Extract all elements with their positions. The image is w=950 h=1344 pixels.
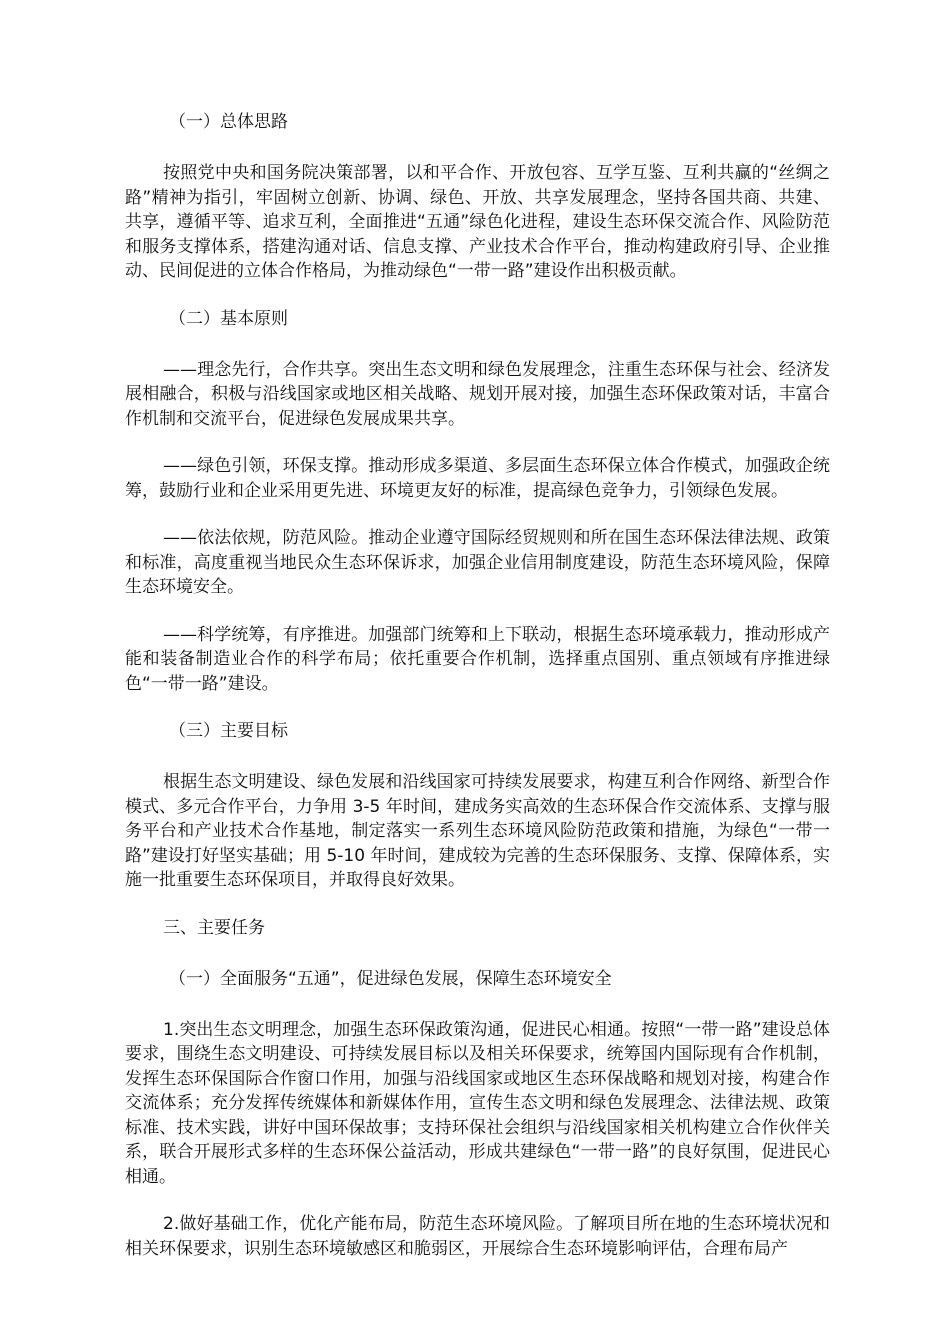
section-heading-overall-approach: （一）总体思路 <box>169 112 288 132</box>
document-page <box>125 110 830 1261</box>
chapter-heading-main-tasks: 三、主要任务 <box>163 917 265 938</box>
section-heading-five-links: （一）全面服务“五通”，促进绿色发展，保障生态环境安全 <box>169 968 612 989</box>
paragraph-task-2: 2.做好基础工作，优化产能布局，防范生态环境风险。了解项目所在地的生态环境状况和相关环保要求，识别生态环境敏感区和脆弱区，开展综合生态环境影响评估，合理布局产 <box>125 1214 830 1259</box>
paragraph-main-goals: 根据生态文明建设、绿色发展和沿线国家可持续发展要求，构建互利合作网络、新型合作模式、多元合作平台，力争用 3-5 年时间，建成务实高效的生态环保合作交流体系、支撑与服务平台和产业技术合作基地，制定落实一系列生态环境风险防范政策和措施，为绿色“一带一路”建设打好坚实基础；用 5-10 年时间，建成较为完善的生态环保服务、支撑、保障体系，实施一批重要生态环保项目，并取得良好效果。 <box>125 772 830 890</box>
paragraph-task-1: 1.突出生态文明理念，加强生态环保政策沟通，促进民心相通。按照“一带一路”建设总体要求，围绕生态文明建设、可持续发展目标以及相关环保要求，统筹国内国际现有合作机制，发挥生态环保国际合作窗口作用，加强与沿线国家或地区生态环保战略和规划对接，构建合作交流体系；充分发挥传统媒体和新媒体作用，宣传生态文明和绿色发展理念、法律法规、政策标准、技术实践，讲好中国环保故事；支持环保社会组织与沿线国家相关机构建立合作伙伴关系，联合开展形式多样的生态环保公益活动，形成共建绿色“一带一路”的良好氛围，促进民心相通。 <box>125 1019 830 1187</box>
paragraph-principle-scientific: ——科学统筹，有序推进。加强部门统筹和上下联动，根据生态环境承载力，推动形成产能和装备制造业合作的科学布局；依托重要合作机制，选择重点国别、重点领域有序推进绿色“一带一路”建设。 <box>125 624 830 694</box>
paragraph-principle-concept-first: ——理念先行，合作共享。突出生态文明和绿色发展理念，注重生态环保与社会、经济发展相融合，积极与沿线国家或地区相关战略、规划开展对接，加强生态环保政策对话，丰富合作机制和交流平台，促进绿色发展成果共享。 <box>125 359 830 429</box>
paragraph-overall-approach: 按照党中央和国务院决策部署，以和平合作、开放包容、互学互鉴、互利共赢的“丝绸之路”精神为指引，牢固树立创新、协调、绿色、开放、共享发展理念，坚持各国共商、共建、共享，遵循平等、追求互利，全面推进“五通”绿色化进程，建设生态环保交流合作、风险防范和服务支撑体系，搭建沟通对话、信息支撑、产业技术合作平台，推动构建政府引导、企业推动、民间促进的立体合作格局，为推动绿色“一带一路”建设作出积极贡献。 <box>125 163 830 281</box>
section-heading-basic-principles: （二）基本原则 <box>169 308 288 329</box>
paragraph-principle-lawful: ——依法依规，防范风险。推动企业遵守国际经贸规则和所在国生态环保法律法规、政策和标准，高度重视当地民众生态环保诉求，加强企业信用制度建设，防范生态环境风险，保障生态环境安全。 <box>125 528 830 597</box>
paragraph-principle-green-lead: ——绿色引领，环保支撑。推动形成多渠道、多层面生态环保立体合作模式，加强政企统筹，鼓励行业和企业采用更先进、环境更友好的标准，提高绿色竞争力，引领绿色发展。 <box>125 456 830 501</box>
section-heading-main-goals: （三）主要目标 <box>169 721 288 741</box>
